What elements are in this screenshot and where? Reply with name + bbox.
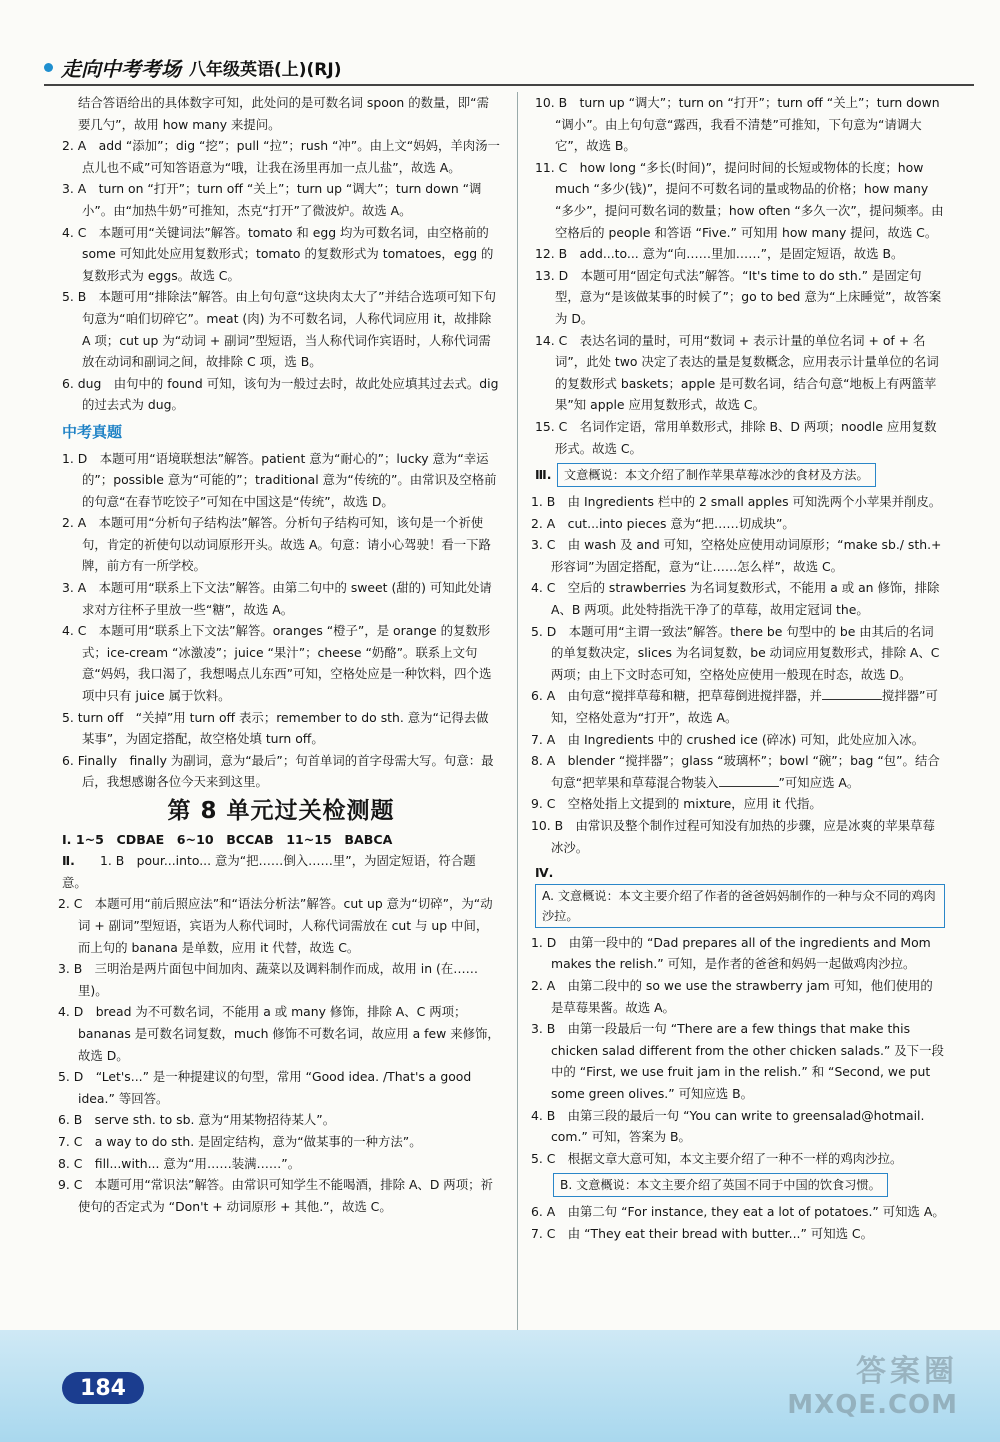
answer-item: 13. D 本题可用“固定句式法”解答。“It's time to do sth.” 是固定句型，意为“是该做某事的时候了”；go to bed 意为“上床睡觉”，故答案为 D。	[535, 267, 942, 326]
answer-item: 9. C 本题可用“常识法”解答。由常识可知学生不能喝酒，排除 A、D 两项；祈使句的否定式为 “Don't + 动词原形 + 其他.”，故选 C。	[58, 1177, 493, 1214]
answer-item: 11. C how long “多长(时间)”，提问时间的长短或物体的长度；how much “多少(钱)”，提问不可数名词的量或物品的价格；how many “多少”，提问可数名词的数量；how often “多久一次”，提问频率。由空格后的 people 和答语 “Five.” 可知用 how many 提问，故选 C。	[535, 159, 944, 240]
answer-item: 2. A cut...into pieces 意为“把……切成块”。	[531, 515, 795, 531]
answer-key-line: Ⅰ. 1~5 CDBAE 6~10 BCCAB 11~15 BABCA	[62, 831, 393, 847]
answer-item: 14. C 表达名词的量时，可用“数词 + 表示计量的单位名词 + of + 名词”，此处 two 决定了表达的量是复数概念，应用表示计量单位的名词的复数形式 baskets；apple 是可数名词，结合句意“地板上有两篮苹果”知 apple 应用复数形式，故选 C。	[535, 332, 939, 413]
summary-box: A. 文意概说：本文主要介绍了作者的爸爸妈妈制作的一种与众不同的鸡肉沙拉。	[535, 884, 945, 928]
answer-item: 8. C fill...with... 意为“用……装满……”。	[58, 1155, 301, 1171]
answer-item: 5. C 根据文章大意可知，本文主要介绍了一种不一样的鸡肉沙拉。	[531, 1150, 903, 1166]
summary-box: 文意概说：本文介绍了制作苹果草莓冰沙的食材及方法。	[557, 463, 876, 487]
section-4b-header	[535, 1173, 945, 1197]
answer-item: 10. B turn up “调大”；turn on “打开”；turn off “关上”；turn down “调小”。由上句句意“露西，我看不清楚”可推知，下句意为“请调大它”，故选 B。	[535, 95, 940, 154]
watermark-url: MXQE.COM	[787, 1390, 958, 1420]
answer-item: 7. C a way to do sth. 是固定结构，意为“做某事的一种方法”。	[58, 1133, 422, 1149]
left-column	[58, 92, 500, 1217]
answer-item: 5. D “Let's...” 是一种提建议的句型，常用 “Good idea. /That's a good idea.” 等回答。	[58, 1069, 472, 1106]
answer-item: 1. D 由第一段中的 “Dad prepares all of the ingredients and Mom makes the relish.” 可知，是作者的爸爸和妈妈一起做鸡肉沙拉。	[531, 934, 931, 972]
answer-item: 3. B 由第一段最后一句 “There are a few things that make this chicken salad different from the other chicken salads.” 及下一段中的 “First, we use fruit jam in the relish.” 和 “Second, we put some green olives.” 可知应选 B。	[531, 1021, 944, 1101]
answer-item: 5. B 本题可用“排除法”解答。由上句句意“这块肉太大了”并结合选项可知下句句意为“咱们切碎它”。meat (肉) 为不可数名词，人称代词应用 it，故排除 A 项；cut up 为“动词 + 副词”型短语，当人称代词作宾语时，人称代词需放在动词和副词之间，故排除 C 项，选 B。	[62, 289, 497, 370]
answer-item: 4. D bread 为不可数名词，不能用 a 或 many 修饰，排除 A、C 两项；bananas 是可数名词复数，much 修饰不可数名词，故应用 a few 来修饰，故选 D。	[58, 1004, 500, 1063]
watermark-text: 答案圈	[856, 1354, 958, 1389]
answer-item	[531, 750, 945, 793]
answer-item: 1. D 本题可用“语境联想法”解答。patient 意为“耐心的”；lucky 意为“幸运的”；possible 意为“可能的”；traditional 意为“传统的”。由常识及空格前的句意“在春节吃饺子”可知在中国这是“传统”，故选 D。	[62, 450, 497, 509]
section-4-label: Ⅳ.	[535, 865, 554, 881]
answer-item: 2. A 由第二段中的 so we use the strawberry jam 可知，他们使用的是草莓果酱。故选 A。	[531, 977, 933, 1015]
book-header	[44, 48, 484, 86]
column-divider	[517, 92, 518, 1342]
section-3-header	[535, 463, 945, 487]
answer-item: 4. C 本题可用“联系上下文法”解答。oranges “橙子”，是 orange 的复数形式；ice-cream “冰激凌”；juice “果汁”；cheese “奶酪”。联系上文句意“妈妈，我口渴了，我想喝点儿东西”可知，空格处应是一种饮料，四个选项中只有 juice 属于饮料。	[62, 623, 492, 704]
right-column	[531, 92, 945, 1245]
answer-item: 6. B serve sth. to sb. 意为“用某物招待某人”。	[58, 1112, 336, 1128]
answer-item: 5. turn off “关掉”用 turn off 表示；remember to do sth. 意为“记得去做某事”，为固定搭配，故空格处填 turn off。	[62, 709, 489, 747]
answer-text: 8. A blender “搅拌器”；glass “玻璃杯”；bowl “碗”；bag “包”。结合句意“把苹果和草莓混合物装入	[531, 753, 940, 790]
answer-item: 12. B add...to... 意为“向……里加……”，是固定短语，故选 B。	[535, 246, 904, 262]
answer-item: 10. B 由常识及整个制作过程可知没有加热的步骤，应是冰爽的苹果草莓冰沙。	[531, 818, 935, 855]
summary-box: B. 文意概说：本文主要介绍了英国不同于中国的饮食习惯。	[553, 1173, 888, 1197]
answer-item: 4. C 空后的 strawberries 为名词复数形式，不能用 a 或 an 修饰，排除 A、B 两项。此处特指洗干净了的草莓，故用定冠词 the。	[531, 580, 940, 618]
page-number: 184	[62, 1372, 144, 1404]
bullet-icon	[44, 63, 53, 72]
answer-text: ”可知应选 A。	[778, 774, 860, 790]
answer-item: 5. D 本题可用“主谓一致法”解答。there be 句型中的 be 由其后的名词的单复数决定，slices 为名词复数，be 动词应用复数形式，排除 A、C 两项；由上下文时态可知，空格处应使用一般现在时态，故选 D。	[531, 623, 940, 682]
answer-text: 6. A 由句意“搅拌草莓和糖，把草莓倒进搅拌器，并	[531, 688, 822, 704]
answer-item: 6. A 由第二句 “For instance, they eat a lot of potatoes.” 可知选 A。	[531, 1204, 945, 1220]
answer-item: 3. C 由 wash 及 and 可知，空格处应使用动词原形；“make sb./ sth.+ 形容词”为固定搭配，意为“让……怎么样”，故选 C。	[531, 537, 942, 574]
answer-item: 2. A 本题可用“分析句子结构法”解答。分析句子结构可知，该句是一个祈使句，肯定的祈使句以动词原形开头。故选 A。句意：请小心驾驶！看一下路牌，前方有一所学校。	[62, 515, 491, 574]
section-heading-zhongkao: 中考真题	[62, 422, 123, 441]
section-2-label: Ⅱ.	[62, 853, 75, 869]
answer-item: 2. C 本题可用“前后照应法”和“语法分析法”解答。cut up 意为“切碎”，为“动词 + 副词”型短语，宾语为人称代词时，人称代词需放在 cut 与 up 中间，而上句的 banana 是单数，应用 it 代替，故选 C。	[58, 896, 493, 955]
answer-item: 3. B 三明治是两片面包中间加肉、蔬菜以及调料制作而成，故用 in (在……里)。	[58, 961, 478, 998]
series-title: 走向中考考场	[61, 56, 181, 81]
answer-text: 搅拌器”可知，空格处意为“打开”，故选 A。	[551, 688, 938, 726]
answer-item: 2. A add “添加”；dig “挖”；pull “拉”；rush “冲”。由上文“妈妈，羊肉汤一点儿也不咸”可知答语意为“哦，让我在汤里再加一点儿盐”，故选 A。	[62, 138, 500, 175]
answer-item: 7. C 由 “They eat their bread with butter...” 可知选 C。	[531, 1225, 873, 1241]
intro-text: 结合答语给出的具体数字可知，此处问的是可数名词 spoon 的数量，即“需要几勺”，故用 how many 来提问。	[78, 95, 489, 132]
section-2	[58, 850, 500, 1217]
answer-item: 1. B 由 Ingredients 栏中的 2 small apples 可知洗两个小苹果并削皮。	[531, 494, 942, 510]
answer-item: 4. B 由第三段的最后一句 “You can write to greensalad@hotmail. com.” 可知，答案为 B。	[531, 1107, 925, 1145]
answer-item: 7. A 由 Ingredients 中的 crushed ice (碎冰) 可知，此处应加入冰。	[531, 731, 925, 747]
answer-item: 9. C 空格处指上文提到的 mixture，应用 it 代指。	[531, 796, 822, 812]
answer-item: 6. dug 由句中的 found 可知，该句为一般过去时，故此处应填其过去式。dig 的过去式为 dug。	[62, 375, 499, 413]
answer-item: 4. C 本题可用“关键词法”解答。tomato 和 egg 均为可数名词，由空格前的 some 可知此处应用复数形式；tomato 的复数形式为 tomatoes，egg 的复数形式为 eggs。故选 C。	[62, 224, 494, 283]
answer-item: 1. B pour...into... 意为“把……倒入……里”，为固定短语，符合题意。	[62, 853, 476, 890]
answer-item: 3. A 本题可用“联系上下文法”解答。由第二句中的 sweet (甜的) 可知此处请求对方往杯子里放一些“糖”，故选 A。	[62, 580, 492, 617]
fill-blank	[822, 687, 882, 700]
answer-item: 3. A turn on “打开”；turn off “关上”；turn up “调大”；turn down “调小”。由“加热牛奶”可推知，杰克“打开”了微波炉。故选 A。	[62, 181, 482, 218]
section-3-label: Ⅲ.	[535, 467, 552, 483]
answer-item: 6. Finally finally 为副词，意为“最后”；句首单词的首字母需大写。句意：最后，我想感谢各位今天来到这里。	[62, 752, 494, 790]
section-4-header	[535, 862, 945, 928]
header-rule	[44, 84, 974, 86]
fill-blank	[719, 774, 779, 787]
answer-item	[531, 685, 945, 728]
watermark	[787, 1346, 958, 1420]
unit-title: 第 8 单元过关检测题	[167, 798, 395, 824]
answer-item: 15. C 名词作定语，常用单数形式，排除 B、D 两项；noodle 应用复数形式。故选 C。	[535, 418, 937, 456]
book-title: 八年级英语(上)(RJ)	[189, 59, 342, 80]
